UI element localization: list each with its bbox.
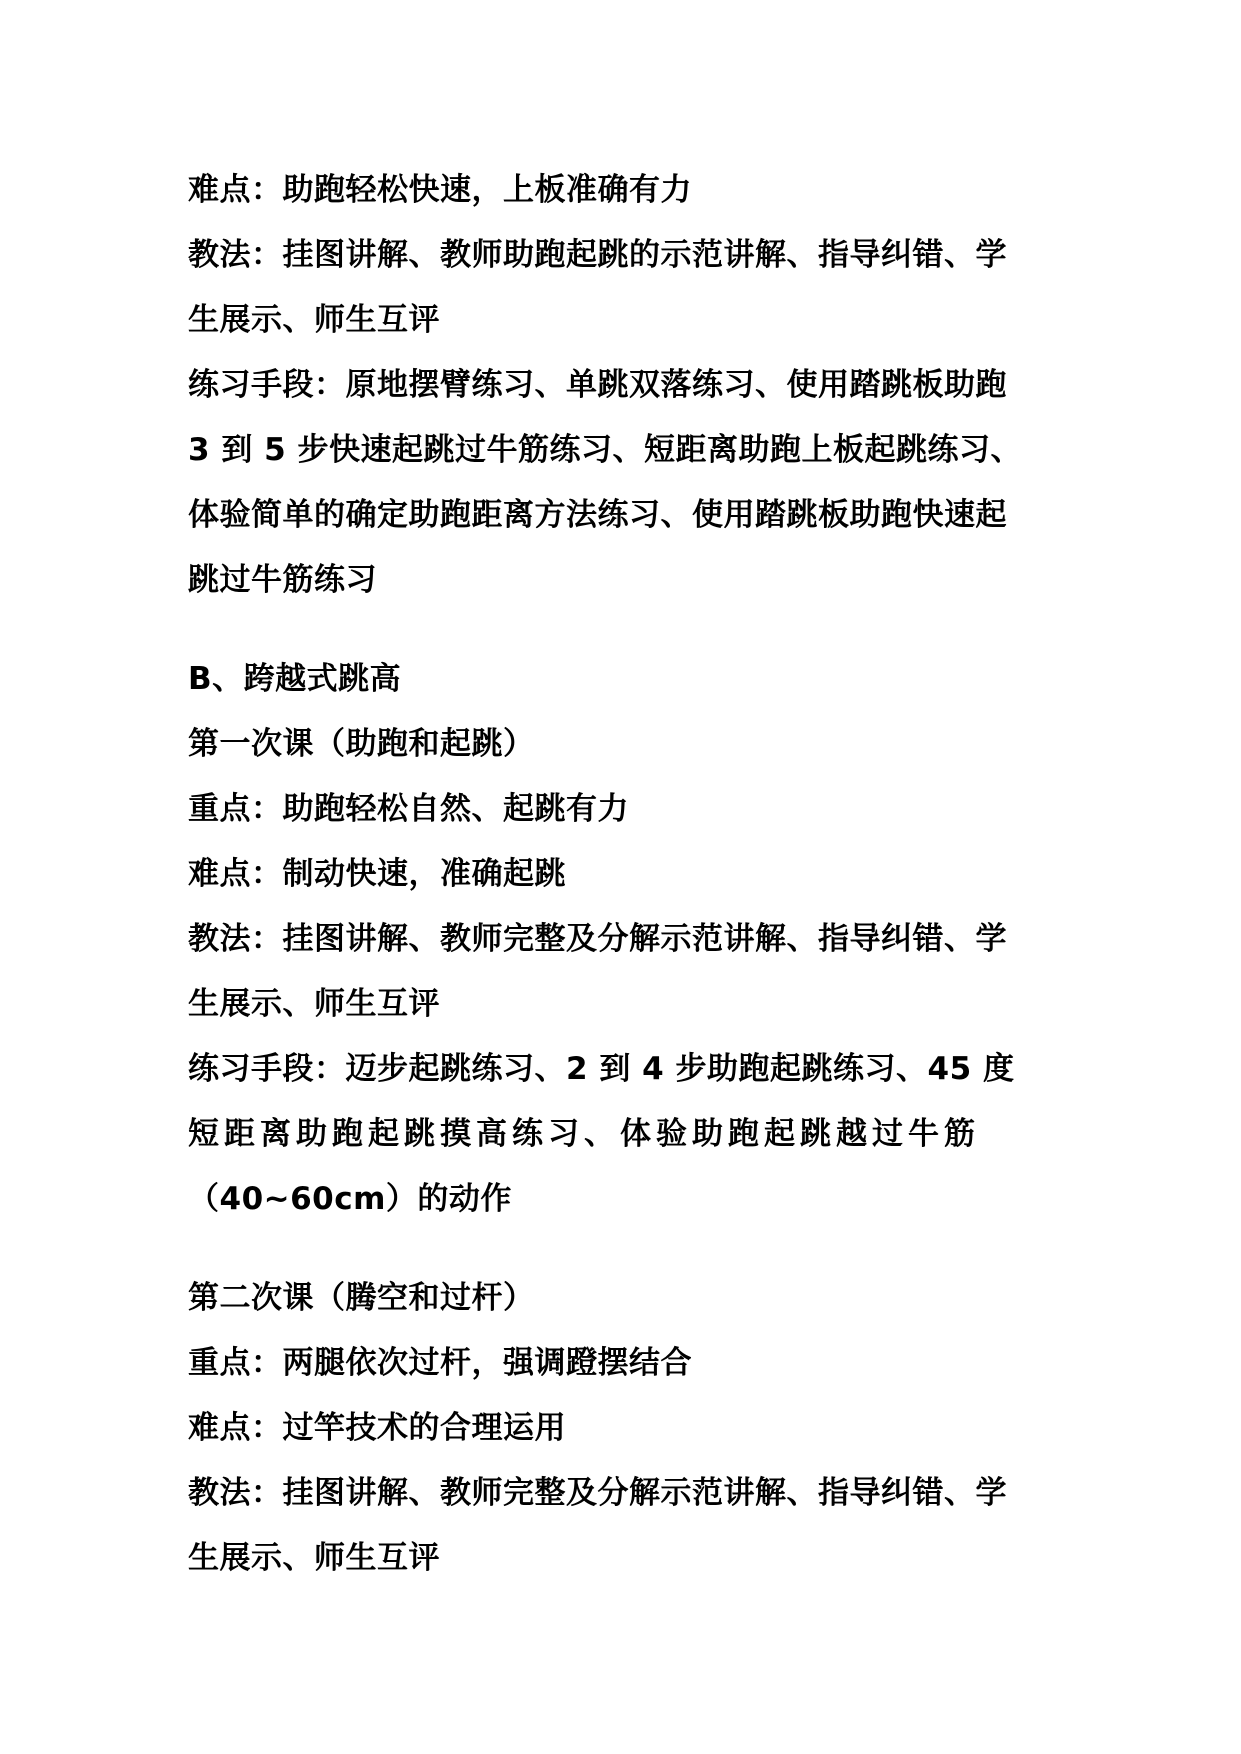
teaching-method-line: 教法：挂图讲解、教师助跑起跳的示范讲解、指导纠错、学 <box>188 237 1007 273</box>
teaching-method-line: 教法：挂图讲解、教师完整及分解示范讲解、指导纠错、学 <box>188 921 1007 957</box>
practice-means-line-cont: 3 到 5 步快速起跳过牛筋练习、短距离助跑上板起跳练习、 <box>188 432 1023 468</box>
key-point-line: 重点：两腿依次过杆，强调蹬摆结合 <box>188 1345 692 1381</box>
lesson-heading: 第二次课（腾空和过杆） <box>188 1280 535 1316</box>
difficulty-line: 难点：助跑轻松快速，上板准确有力 <box>188 172 692 208</box>
section-heading: B、跨越式跳高 <box>188 661 402 697</box>
difficulty-line: 难点：制动快速，准确起跳 <box>188 856 566 892</box>
practice-means-line-cont: （40~60cm）的动作 <box>188 1181 512 1217</box>
practice-means-line: 练习手段：迈步起跳练习、2 到 4 步助跑起跳练习、45 度 <box>188 1051 1015 1087</box>
teaching-method-line-cont: 生展示、师生互评 <box>188 302 440 338</box>
teaching-method-line-cont: 生展示、师生互评 <box>188 986 440 1022</box>
practice-means-line-cont: 跳过牛筋练习 <box>188 562 377 598</box>
practice-means-line-cont: 短距离助跑起跳摸高练习、体验助跑起跳越过牛筋 <box>188 1116 980 1152</box>
practice-means-line-cont: 体验简单的确定助跑距离方法练习、使用踏跳板助跑快速起 <box>188 497 1007 533</box>
difficulty-line: 难点：过竿技术的合理运用 <box>188 1410 566 1446</box>
practice-means-line: 练习手段：原地摆臂练习、单跳双落练习、使用踏跳板助跑 <box>188 367 1007 403</box>
lesson-heading: 第一次课（助跑和起跳） <box>188 726 535 762</box>
document-body <box>188 158 1058 1591</box>
teaching-method-line: 教法：挂图讲解、教师完整及分解示范讲解、指导纠错、学 <box>188 1475 1007 1511</box>
teaching-method-line-cont: 生展示、师生互评 <box>188 1540 440 1576</box>
key-point-line: 重点：助跑轻松自然、起跳有力 <box>188 791 629 827</box>
